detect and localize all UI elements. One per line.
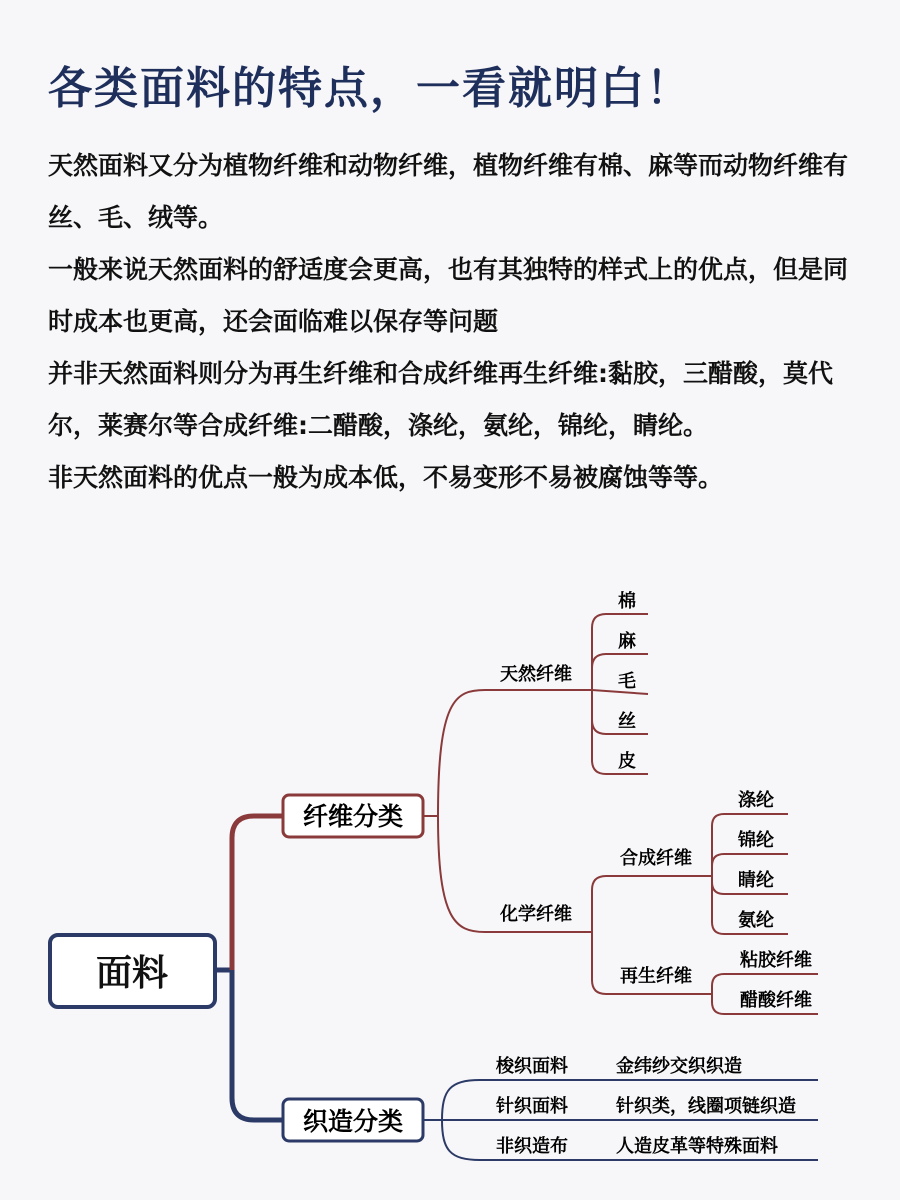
leaf-spandex: 氨纶 xyxy=(738,910,774,931)
weave-type-1: 梭织面料 xyxy=(496,1056,568,1077)
root-node: 面料 xyxy=(95,953,169,994)
natural-fiber-node: 天然纤维 xyxy=(500,664,572,685)
leaf-silk: 丝 xyxy=(618,711,636,732)
intro-paragraph-4: 非天然面料的优点一般为成本低，不易变形不易被腐蚀等等。 xyxy=(48,463,724,492)
chemical-fiber-node: 化学纤维 xyxy=(500,904,572,925)
weave-node: 织造分类 xyxy=(302,1107,404,1136)
weave-type-2: 针织面料 xyxy=(496,1096,568,1117)
leaf-wool: 毛 xyxy=(618,671,636,692)
natural-branch-line xyxy=(438,690,592,816)
intro-paragraph-2: 一般来说天然面料的舒适度会更高，也有其独特的样式上的优点，但是同时成本也更高，还会面临难以保存等问题 xyxy=(48,255,849,336)
leaf-polyester: 涤纶 xyxy=(738,790,774,811)
synthetic-fiber-node: 合成纤维 xyxy=(620,848,692,869)
fiber-branch-line xyxy=(232,816,283,970)
leaf-cotton: 棉 xyxy=(618,591,636,612)
weave-branch-line xyxy=(232,970,283,1120)
intro-paragraph-1: 天然面料又分为植物纤维和动物纤维，植物纤维有棉、麻等而动物纤维有丝、毛、绒等。 xyxy=(48,151,849,232)
weave-desc-2: 针织类，线圈项链织造 xyxy=(616,1096,796,1117)
leaf-viscose: 粘胶纤维 xyxy=(740,950,812,971)
weave-desc-1: 金纬纱交织织造 xyxy=(616,1056,742,1077)
leaf-linen: 麻 xyxy=(618,631,636,652)
leaf-acetate: 醋酸纤维 xyxy=(740,990,812,1011)
page-title: 各类面料的特点，一看就明白！ xyxy=(48,63,692,114)
intro-paragraph-3: 并非天然面料则分为再生纤维和合成纤维再生纤维:黏胶，三醋酸，莫代尔，莱赛尔等合成纤维:二醋酸，涤纶，氨纶，锦纶，睛纶。 xyxy=(48,359,834,440)
regenerated-fiber-node: 再生纤维 xyxy=(620,966,692,987)
weave-desc-3: 人造皮革等特殊面料 xyxy=(616,1136,778,1157)
leaf-acrylic: 睛纶 xyxy=(738,870,774,891)
fiber-node: 纤维分类 xyxy=(302,802,404,831)
weave-type-3: 非织造布 xyxy=(496,1136,568,1157)
leaf-nylon: 锦纶 xyxy=(738,830,774,851)
leaf-leather: 皮 xyxy=(618,751,636,772)
